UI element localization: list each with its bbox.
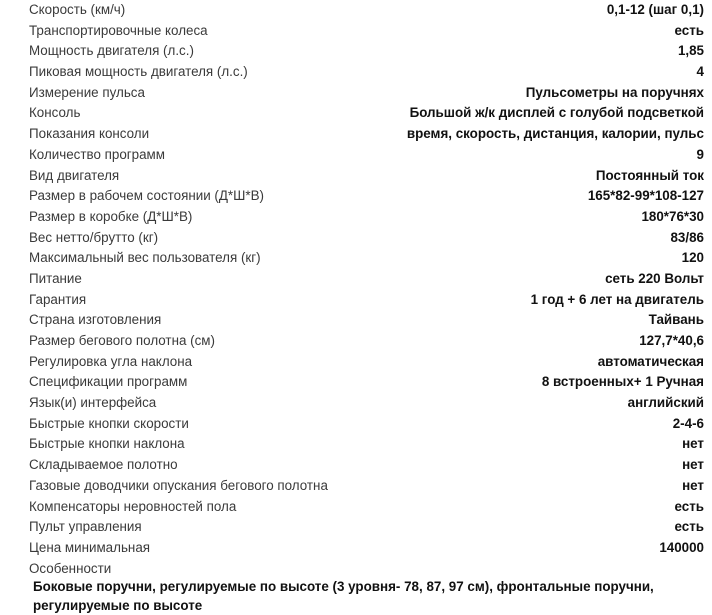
spec-value: нет: [682, 457, 704, 473]
spec-row-remote: [0, 517, 712, 538]
spec-label: Транспортировочные колеса: [29, 22, 208, 38]
spec-row-gas-closers: [0, 476, 712, 497]
spec-row-console-readouts: [0, 124, 712, 145]
spec-label: Язык(и) интерфейса: [29, 395, 157, 411]
spec-value: 1 год + 6 лет на двигатель: [530, 291, 704, 307]
spec-row-speed-buttons: [0, 414, 712, 435]
spec-value: 127,7*40,6: [639, 333, 704, 348]
spec-label: Размер в рабочем состоянии (Д*Ш*В): [29, 188, 265, 204]
spec-label: Мощность двигателя (л.с.): [29, 43, 194, 59]
spec-label: Пульт управления: [29, 519, 142, 535]
spec-value: сеть 220 Вольт: [605, 270, 704, 286]
spec-label: Измерение пульса: [29, 84, 145, 100]
features-text: Боковые поручни, регулируемые по высоте (3 уровня- 78, 87, 97 см), фронтальные поручни, регулируемые по высоте: [33, 579, 654, 613]
spec-value: 1,85: [677, 43, 704, 59]
spec-label: Особенности: [29, 560, 112, 576]
spec-value: Постоянный ток: [595, 167, 704, 183]
spec-label: Консоль: [29, 105, 81, 121]
spec-label: Цена минимальная: [29, 539, 151, 555]
spec-row-incline-buttons: [0, 434, 712, 455]
spec-label: Страна изготовления: [29, 312, 162, 328]
spec-value: 120: [681, 250, 704, 266]
spec-row-program-specs: [0, 372, 712, 393]
spec-row-power-supply: [0, 269, 712, 290]
spec-value: есть: [674, 498, 704, 514]
spec-label: Быстрые кнопки скорости: [29, 415, 189, 431]
spec-value: 83/86: [670, 229, 704, 245]
spec-row-working-size: [0, 186, 712, 207]
spec-row-peak-power: [0, 62, 712, 83]
spec-row-floor-levelers: [0, 497, 712, 518]
spec-label: Регулировка угла наклона: [29, 353, 193, 369]
spec-label: Размер в коробке (Д*Ш*В): [29, 208, 193, 224]
spec-value: Пульсометры на поручнях: [525, 84, 704, 100]
spec-row-max-user-weight: [0, 248, 712, 269]
spec-row-motor-type: [0, 166, 712, 187]
spec-value: есть: [674, 519, 704, 535]
spec-row-incline-adjust: [0, 352, 712, 373]
spec-row-interface-language: [0, 393, 712, 414]
spec-value: нет: [682, 477, 704, 493]
spec-row-country: [0, 310, 712, 331]
spec-label: Максимальный вес пользователя (кг): [29, 250, 261, 266]
spec-row-min-price: [0, 538, 712, 559]
spec-row-speed: [0, 0, 712, 21]
spec-row-transport-wheels: [0, 21, 712, 42]
spec-label: Количество программ: [29, 146, 165, 162]
spec-row-motor-power: [0, 41, 712, 62]
spec-label: Вес нетто/брутто (кг): [29, 229, 159, 245]
spec-value: есть: [674, 22, 704, 38]
spec-label: Показания консоли: [29, 126, 150, 142]
spec-label: Компенсаторы неровностей пола: [29, 498, 237, 514]
spec-value: 2-4-6: [672, 415, 704, 431]
spec-value: 165*82-99*108-127: [587, 188, 704, 204]
spec-label: Гарантия: [29, 291, 87, 307]
spec-value: английский: [627, 395, 704, 411]
spec-row-pulse: [0, 83, 712, 104]
spec-row-program-count: [0, 145, 712, 166]
spec-label: Пиковая мощность двигателя (л.с.): [29, 64, 248, 80]
spec-value: Большой ж/к дисплей с голубой подсветкой: [409, 105, 704, 121]
spec-label: Спецификации программ: [29, 374, 188, 390]
spec-value: время, скорость, дистанция, калории, пульс: [406, 126, 704, 142]
spec-value: 0,1-12 (шаг 0,1): [606, 2, 704, 17]
spec-value: Тайвань: [648, 312, 704, 328]
spec-row-weight: [0, 228, 712, 249]
spec-label: Питание: [29, 270, 82, 286]
spec-label: Скорость (км/ч): [29, 2, 126, 17]
spec-label: Быстрые кнопки наклона: [29, 436, 185, 452]
spec-value: 9: [696, 146, 704, 162]
spec-value: 140000: [659, 539, 704, 555]
spec-label: Размер бегового полотна (см): [29, 333, 215, 348]
spec-row-folding-deck: [0, 455, 712, 476]
spec-row-belt-size: [0, 331, 712, 352]
spec-label: Складываемое полотно: [29, 457, 178, 473]
spec-value: 8 встроенных+ 1 Ручная: [541, 374, 704, 390]
spec-row-warranty: [0, 290, 712, 311]
spec-row-console: [0, 103, 712, 124]
spec-value: 180*76*30: [641, 208, 704, 224]
spec-row-box-size: [0, 207, 712, 228]
spec-value: автоматическая: [597, 353, 704, 369]
spec-label: Вид двигателя: [29, 167, 120, 183]
spec-value: 4: [696, 64, 704, 80]
spec-value: нет: [682, 436, 704, 452]
spec-label: Газовые доводчики опускания бегового полотна: [29, 477, 328, 493]
